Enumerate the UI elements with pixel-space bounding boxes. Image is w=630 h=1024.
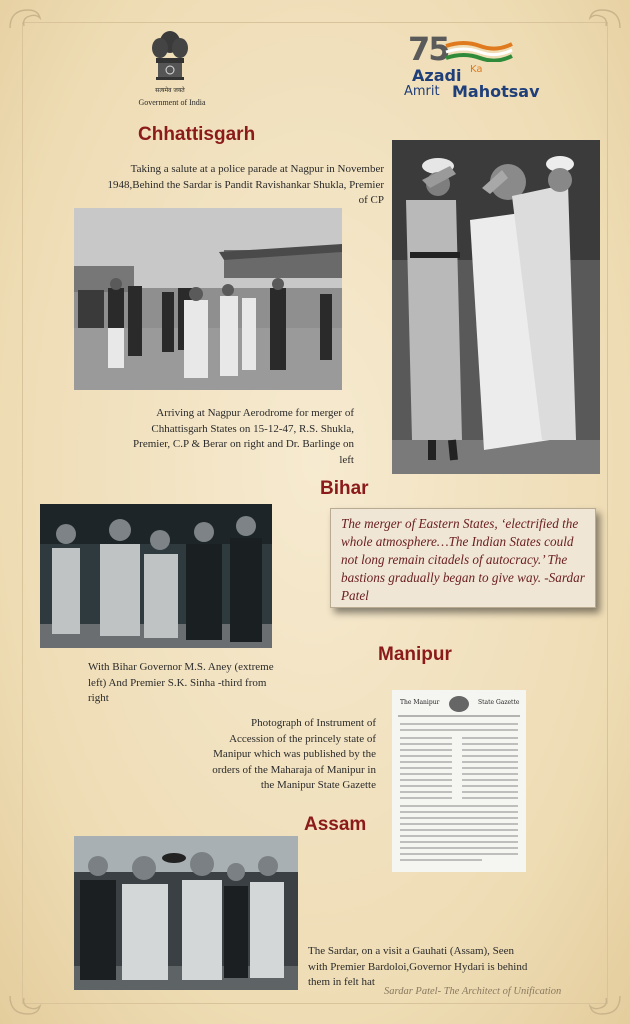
azadi-ka-amrit-mahotsav-logo: [404, 30, 540, 106]
footer-tagline: Sardar Patel- The Architect of Unification: [384, 986, 562, 997]
gazette-title-right: State Gazette: [478, 699, 520, 706]
felt-hat-icon: [162, 853, 186, 863]
gazette-crest-icon: [449, 696, 469, 712]
logo-amrit: Amrit: [404, 84, 440, 99]
government-label: Government of India: [138, 98, 206, 107]
corner-ornament-icon: [582, 994, 622, 1018]
logo-number: 75: [408, 30, 449, 68]
nagpur-aerodrome-photo: [74, 208, 342, 390]
nagpur-aerodrome-caption: Arriving at Nagpur Aerodrome for merger of Chhattisgarh States on 15-12-47, R.S. Shukla, Premier, C.P & Berar on right and Dr. Barlinge on left: [133, 407, 354, 466]
manipur-gazette-photo: [392, 690, 526, 872]
sardar-patel-quote: [330, 508, 596, 608]
logo-mahotsav: Mahotsav: [452, 82, 540, 101]
emblem-motto: सत्यमेव जयते: [155, 87, 185, 94]
chhattisgarh-salute-caption: Taking a salute at a police parade at Nagpur in November 1948,Behind the Sardar is Pandit Ravishankar Shukla, Premier of CP: [107, 163, 384, 206]
bihar-governor-photo: [40, 504, 272, 648]
logo-ka: Ka: [470, 64, 483, 75]
manipur-heading: Manipur: [378, 644, 452, 665]
assam-gauhati-caption: The Sardar, on a visit a Gauhati (Assam), Seen with Premier Bardoloi,Governor Hydari is behind them in felt hat: [308, 945, 528, 988]
chhattisgarh-heading: Chhattisgarh: [138, 124, 256, 145]
bihar-heading: Bihar: [320, 478, 369, 499]
national-emblem-icon: [148, 28, 192, 100]
flag-wave-icon: [444, 40, 514, 62]
assam-gauhati-photo: [74, 836, 298, 990]
quote-text: The merger of Eastern States, ‘electrified the whole atmosphere…The Indian States could not long remain citadels of autocracy.’ The bastions gradually began to give way. -Sardar Patel: [341, 516, 585, 603]
logo-azadi: Azadi: [412, 66, 462, 85]
gazette-title-left: The Manipur: [400, 699, 440, 706]
nagpur-salute-photo: [392, 140, 600, 474]
manipur-accession-caption: Photograph of Instrument of Accession of the princely state of Manipur which was published by the orders of the Maharaja of Manipur in the Manipur State Gazette: [212, 717, 376, 791]
assam-heading: Assam: [304, 814, 367, 835]
bihar-governor-caption: With Bihar Governor M.S. Aney (extreme left) And Premier S.K. Sinha -third from right: [88, 661, 274, 704]
corner-ornament-icon: [582, 6, 622, 30]
corner-ornament-icon: [8, 994, 48, 1018]
corner-ornament-icon: [8, 6, 48, 30]
